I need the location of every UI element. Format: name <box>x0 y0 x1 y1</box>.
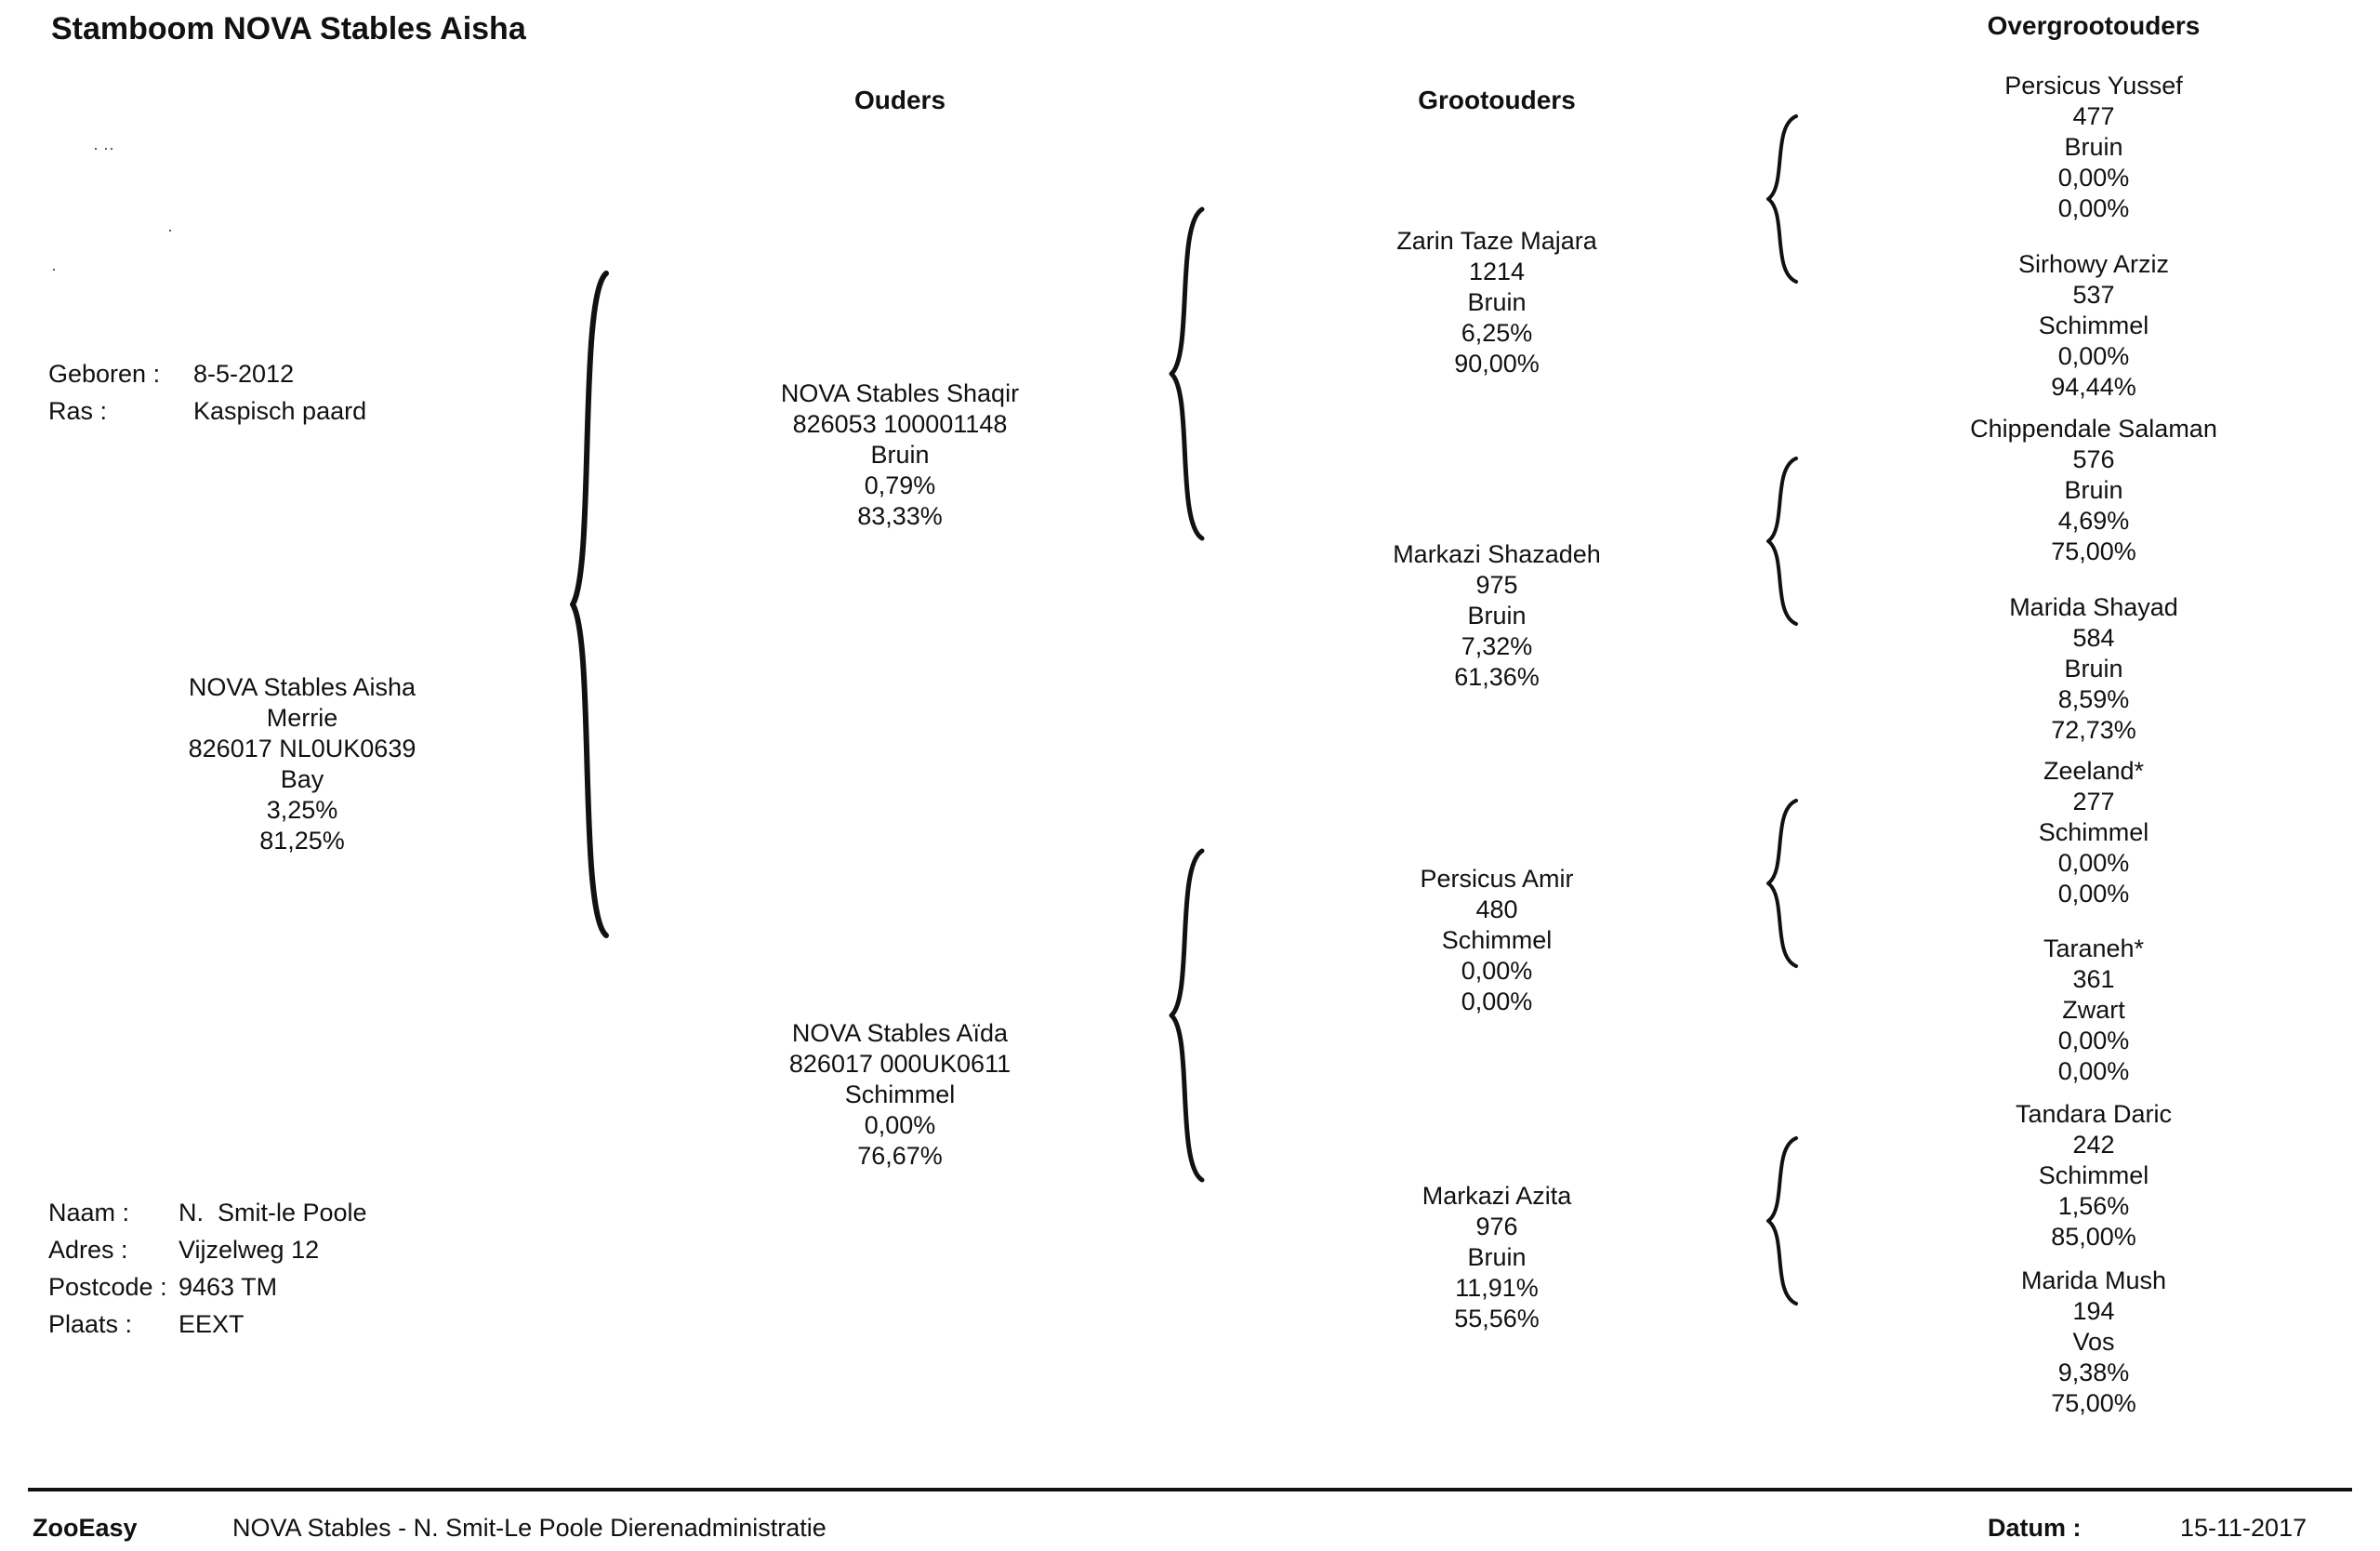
brace-dam <box>1167 848 1209 1183</box>
subject-sex: Merrie <box>266 704 338 732</box>
page-title: Stamboom NOVA Stables Aisha <box>51 11 526 46</box>
column-header-parents: Ouders <box>853 86 946 114</box>
footer-divider <box>28 1488 2352 1491</box>
horse-registration: 826017 000UK0611 <box>788 1050 1012 1078</box>
brace-grandparent-4 <box>1765 1135 1802 1306</box>
grandparent-4 <box>1422 1181 1572 1334</box>
horse-registration: 480 <box>1475 895 1518 923</box>
footer-date-label: Datum : <box>1988 1514 2082 1542</box>
horse-registration: 242 <box>2072 1131 2115 1159</box>
owner-address-value: Vijzelweg 12 <box>178 1236 320 1264</box>
horse-color: Bruin <box>870 441 930 469</box>
scan-speck: · <box>167 220 173 239</box>
brace-grandparent-1 <box>1765 113 1802 285</box>
horse-color: Bruin <box>1467 288 1527 316</box>
brace-sire <box>1167 206 1209 541</box>
horse-registration: 477 <box>2072 102 2115 130</box>
horse-inbreeding: 9,38% <box>2057 1359 2130 1386</box>
brace-grandparent-2 <box>1765 456 1802 627</box>
horse-name: Zeeland* <box>2043 757 2145 785</box>
horse-relationship: 85,00% <box>2051 1223 2136 1251</box>
horse-relationship: 0,00% <box>2057 1057 2130 1085</box>
horse-registration: 975 <box>1475 571 1518 599</box>
great-grandparent-8 <box>2021 1266 2166 1419</box>
column-header-great-grandparents: Overgrootouders <box>1987 11 2201 40</box>
grandparent-1 <box>1396 226 1597 379</box>
horse-name: Sirhowy Arziz <box>2017 250 2170 278</box>
horse-relationship: 0,00% <box>2057 880 2130 908</box>
horse-inbreeding: 0,00% <box>2057 164 2130 192</box>
grandparent-2 <box>1393 539 1601 693</box>
horse-registration: 826053 100001148 <box>792 410 1008 438</box>
owner-city-label: Plaats : <box>48 1310 133 1338</box>
horse-color: Schimmel <box>2038 312 2149 339</box>
horse-name: Markazi Azita <box>1421 1182 1572 1210</box>
horse-color: Bruin <box>2064 655 2123 683</box>
owner-name-label: Naam : <box>48 1199 130 1226</box>
detail-row-breed <box>48 392 366 430</box>
horse-color: Bruin <box>2064 133 2123 161</box>
horse-registration: 194 <box>2072 1297 2115 1325</box>
horse-inbreeding: 0,00% <box>2057 342 2130 370</box>
breed-label: Ras : <box>48 397 108 425</box>
horse-relationship: 94,44% <box>2051 373 2136 401</box>
great-grandparent-1 <box>2004 71 2183 224</box>
birth-value: 8-5-2012 <box>193 360 295 388</box>
subject-color: Bay <box>280 765 324 793</box>
subject-name: NOVA Stables Aisha <box>188 673 416 701</box>
brace-grandparent-3 <box>1765 798 1802 969</box>
brace-subject <box>567 270 614 939</box>
horse-color: Vos <box>2072 1328 2115 1356</box>
horse-name: Chippendale Salaman <box>1970 415 2217 443</box>
horse-relationship: 76,67% <box>857 1142 943 1170</box>
horse-name: Markazi Shazadeh <box>1393 540 1601 568</box>
horse-inbreeding: 0,00% <box>2057 849 2130 877</box>
horse-relationship: 55,56% <box>1454 1305 1540 1332</box>
horse-name: Marida Mush <box>2020 1266 2167 1294</box>
owner-city-value: EEXT <box>178 1310 245 1338</box>
horse-color: Bruin <box>2064 476 2123 504</box>
horse-color: Schimmel <box>1441 926 1553 954</box>
horse-inbreeding: 0,79% <box>864 471 936 499</box>
horse-color: Bruin <box>1467 602 1527 630</box>
horse-inbreeding: 0,00% <box>1461 957 1533 985</box>
grandparent-3 <box>1420 864 1573 1017</box>
horse-registration: 277 <box>2072 788 2115 815</box>
parent-sire <box>781 378 1019 532</box>
horse-relationship: 83,33% <box>857 502 943 530</box>
owner-details <box>48 1194 367 1343</box>
owner-row-city <box>48 1306 367 1343</box>
horse-inbreeding: 8,59% <box>2057 685 2130 713</box>
subject-horse <box>189 672 416 856</box>
horse-color: Schimmel <box>2038 1161 2149 1189</box>
subject-inbreeding: 3,25% <box>266 796 338 824</box>
scan-speck: · <box>51 259 57 278</box>
owner-name-value: N. Smit-le Poole <box>178 1199 367 1226</box>
detail-row-birth <box>48 355 366 392</box>
owner-postcode-label: Postcode : <box>48 1273 167 1301</box>
horse-inbreeding: 11,91% <box>1455 1274 1539 1302</box>
horse-inbreeding: 4,69% <box>2057 507 2130 535</box>
horse-name: Persicus Amir <box>1420 865 1574 893</box>
horse-registration: 584 <box>2072 624 2115 652</box>
owner-row-name <box>48 1194 367 1231</box>
horse-relationship: 61,36% <box>1454 663 1540 691</box>
subject-registration: 826017 NL0UK0639 <box>188 735 416 762</box>
horse-relationship: 72,73% <box>2051 716 2136 744</box>
breed-value: Kaspisch paard <box>193 397 367 425</box>
footer-organization: NOVA Stables - N. Smit-Le Poole Dierenadministratie <box>232 1514 826 1542</box>
horse-color: Zwart <box>2062 996 2125 1024</box>
subject-relationship: 81,25% <box>259 827 345 855</box>
horse-name: Tandara Daric <box>2015 1100 2173 1128</box>
horse-registration: 537 <box>2072 281 2115 309</box>
great-grandparent-7 <box>2016 1099 2172 1253</box>
parent-dam <box>789 1018 1011 1172</box>
great-grandparent-5 <box>2039 756 2149 909</box>
horse-relationship: 90,00% <box>1454 350 1540 378</box>
owner-postcode-value: 9463 TM <box>178 1273 278 1301</box>
horse-inbreeding: 0,00% <box>2057 1027 2130 1054</box>
footer-brand: ZooEasy <box>33 1514 138 1542</box>
horse-registration: 361 <box>2072 965 2115 993</box>
owner-row-postcode <box>48 1268 367 1306</box>
column-header-grandparents: Grootouders <box>1418 86 1576 114</box>
great-grandparent-6 <box>2043 934 2144 1087</box>
horse-color: Schimmel <box>2038 818 2149 846</box>
horse-registration: 576 <box>2072 445 2115 473</box>
great-grandparent-3 <box>1970 414 2217 567</box>
owner-address-label: Adres : <box>48 1236 128 1264</box>
horse-inbreeding: 0,00% <box>864 1111 936 1139</box>
owner-row-address <box>48 1231 367 1268</box>
horse-name: Zarin Taze Majara <box>1396 227 1597 255</box>
great-grandparent-2 <box>2018 249 2169 403</box>
birth-label: Geboren : <box>48 360 161 388</box>
horse-name: NOVA Stables Aïda <box>791 1019 1009 1047</box>
horse-relationship: 75,00% <box>2051 1389 2136 1417</box>
horse-registration: 976 <box>1475 1213 1518 1240</box>
horse-inbreeding: 7,32% <box>1461 632 1533 660</box>
horse-inbreeding: 6,25% <box>1461 319 1533 347</box>
subject-details <box>48 355 366 430</box>
horse-relationship: 0,00% <box>1461 988 1533 1015</box>
great-grandparent-4 <box>2009 592 2178 746</box>
horse-registration: 1214 <box>1468 258 1526 285</box>
horse-relationship: 0,00% <box>2057 194 2130 222</box>
horse-inbreeding: 1,56% <box>2057 1192 2130 1220</box>
horse-color: Schimmel <box>844 1080 956 1108</box>
scan-speck: · ·· <box>93 139 114 157</box>
horse-name: NOVA Stables Shaqir <box>780 379 1020 407</box>
horse-relationship: 75,00% <box>2051 537 2136 565</box>
footer-date-value: 15-11-2017 <box>2180 1514 2307 1542</box>
horse-name: Persicus Yussef <box>2004 72 2183 99</box>
horse-name: Taraneh* <box>2043 935 2145 962</box>
horse-color: Bruin <box>1467 1243 1527 1271</box>
horse-name: Marida Shayad <box>2009 593 2178 621</box>
